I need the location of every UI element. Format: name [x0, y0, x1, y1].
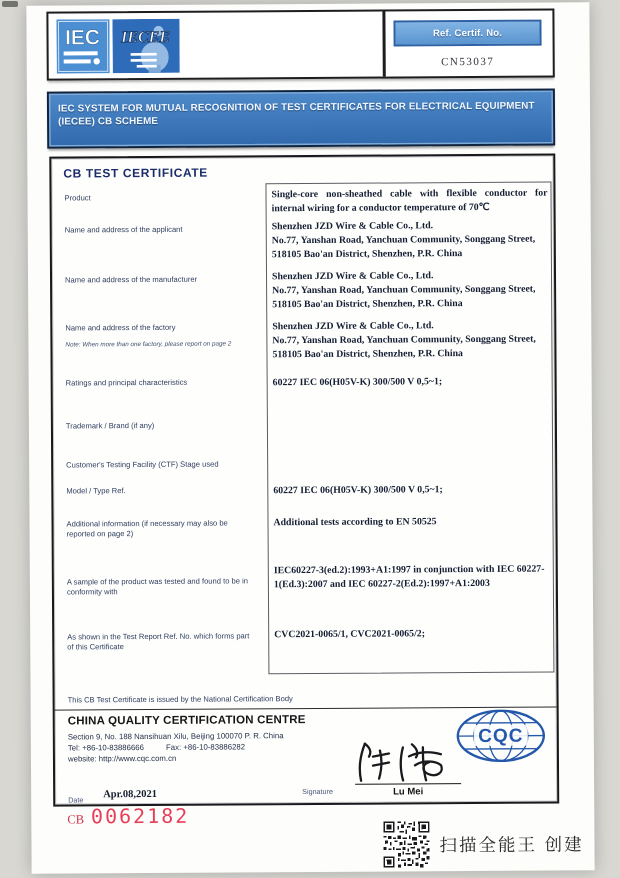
cqc-logo-icon	[455, 708, 547, 765]
certificate-body	[49, 153, 559, 806]
cb-serial-digits: 0062182	[90, 803, 190, 829]
value-ratings: 60227 IEC 06(H05V-K) 300/500 V 0,5~1;	[272, 376, 443, 389]
value-test-report: CVC2021-0065/1, CVC2021-0065/2;	[274, 628, 425, 641]
label-model-type: Model / Type Ref.	[66, 486, 126, 496]
value-product: Single-core non-sheathed cable with flexible conductor for internal wiring for a conductor temperature of 70℃	[271, 187, 548, 215]
label-trademark: Trademark / Brand (if any)	[65, 420, 155, 431]
ncb-name: CHINA QUALITY CERTIFICATION CENTRE	[67, 714, 306, 728]
label-applicant: Name and address of the applicant	[64, 224, 183, 235]
cb-serial-number	[67, 804, 189, 829]
certificate-page	[26, 2, 594, 873]
scanner-watermark-text: 扫描全能王 创建	[439, 834, 584, 856]
signature-label: Signature	[302, 786, 333, 797]
label-ctf-stage: Customer's Testing Facility (CTF) Stage used	[66, 459, 219, 470]
iecee-logo-icon	[112, 19, 179, 73]
cb-serial-prefix: CB	[67, 812, 85, 827]
iecee-logo-text: IECEE	[121, 28, 171, 47]
signatory-name: Lu Mei	[393, 786, 424, 798]
iecee-scheme-banner: IEC SYSTEM FOR MUTUAL RECOGNITION OF TEST CERTIFICATES FOR ELECTRICAL EQUIPMENT (IECEE) CB SCHEME	[47, 89, 555, 149]
ncb-tel-fax	[68, 742, 267, 752]
date-label: Date	[68, 795, 84, 805]
certificate-title: CB TEST CERTIFICATE	[63, 165, 208, 181]
label-ratings: Ratings and principal characteristics	[65, 377, 188, 388]
ref-certif-label: Ref. Certif. No.	[393, 20, 541, 47]
scan-artifact	[2, 1, 18, 7]
label-additional-info: Additional information (if necessary may also be reported on page 2)	[66, 518, 228, 539]
iec-logo-icon	[56, 19, 109, 73]
ref-certif-number: CN53037	[441, 55, 495, 69]
ncb-fax: Fax: +86-10-83886282	[165, 742, 246, 752]
date-value: Apr.08,2021	[103, 788, 158, 801]
qr-code-icon	[383, 820, 429, 868]
header-divider	[382, 12, 385, 77]
value-model-type: 60227 IEC 06(H05V-K) 300/500 V 0,5~1;	[273, 484, 443, 497]
handwritten-signature	[349, 738, 461, 785]
signature-line	[355, 783, 461, 785]
label-test-report: As shown in the Test Report Ref. No. which forms part of this Certificate	[67, 631, 250, 652]
label-manufacturer: Name and address of the manufacturer	[65, 274, 198, 285]
label-factory: Name and address of the factory	[65, 322, 176, 333]
label-product: Product	[64, 193, 91, 203]
value-factory: Shenzhen JZD Wire & Cable Co., Ltd. No.77, Yanshan Road, Yanchuan Community, Songgang Street, 518105 Bao'an District, Shenzhen, P.R. China	[272, 320, 536, 361]
label-conformity: A sample of the product was tested and found to be in conformity with	[66, 576, 249, 597]
cqc-logo-text: CQC	[478, 725, 524, 747]
issued-statement: This CB Test Certificate is issued by the National Certification Body	[67, 694, 293, 705]
iec-logo-text: IEC	[64, 26, 101, 50]
factory-note: Note: When more than one factory, please report on page 2	[65, 340, 232, 349]
value-manufacturer: Shenzhen JZD Wire & Cable Co., Ltd. No.77, Yanshan Road, Yanchuan Community, Songgang Street, 518105 Bao'an District, Shenzhen, P.R. China	[271, 270, 536, 311]
header-box	[46, 9, 554, 81]
value-conformity: IEC60227-3(ed.2):1993+A1:1997 in conjunction with IEC 60227-1(Ed.3):2007 and IEC 60227-2(Ed.2):1997+A1:2003	[273, 563, 545, 591]
value-applicant: Shenzhen JZD Wire & Cable Co., Ltd. No.77, Yanshan Road, Yanchuan Community, Songgang Street, 518105 Bao'an District, Shenzhen, P.R. China	[271, 220, 536, 261]
ncb-tel: Tel: +86-10-83886666	[67, 743, 145, 753]
scanner-watermark-block	[383, 819, 583, 868]
ncb-website: website: http://www.cqc.com.cn	[67, 753, 177, 764]
value-additional-info: Additional tests according to EN 50525	[273, 516, 437, 529]
ncb-address: Section 9, No. 188 Nansihuan Xilu, Beijing 100070 P. R. China	[67, 731, 284, 742]
